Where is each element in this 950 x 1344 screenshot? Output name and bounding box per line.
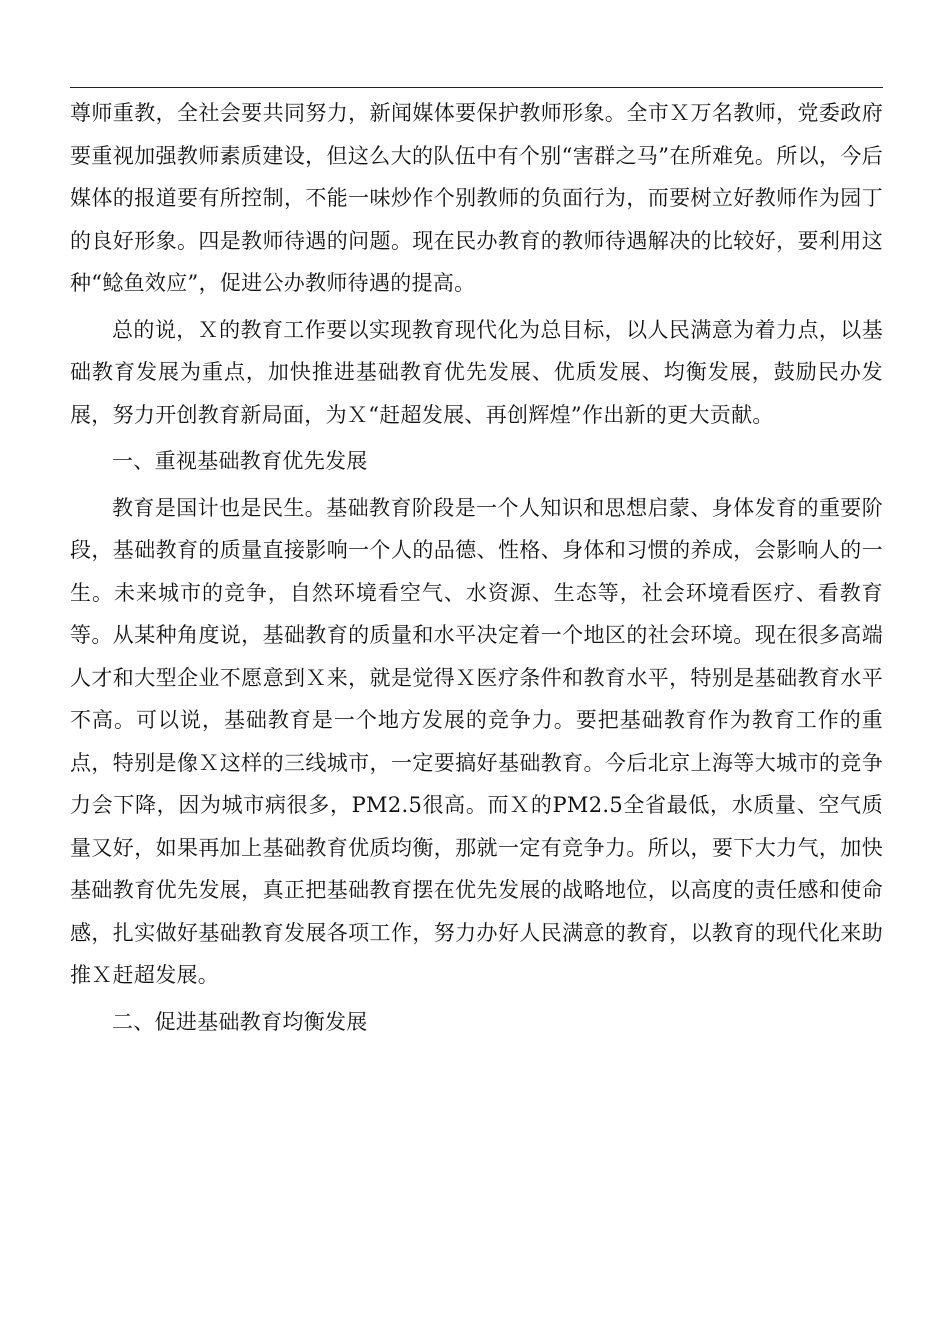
- section-heading: 二、促进基础教育均衡发展: [112, 1009, 368, 1034]
- document-body: [70, 92, 883, 1047]
- body-paragraph: 尊师重教，全社会要共同努力，新闻媒体要保护教师形象。全市Ｘ万名教师，党委政府要重视加强教师素质建设，但这么大的队伍中有个别“害群之马”在所难免。所以，今后媒体的报道要有所控制，不能一味炒作个别教师的负面行为，而要树立好教师作为园丁的良好形象。四是教师待遇的问题。现在民办教育的教师待遇解决的比较好，要利用这种“鲶鱼效应”，促进公办教师待遇的提高。: [70, 101, 883, 295]
- body-paragraph: 总的说，Ｘ的教育工作要以实现教育现代化为总目标，以人民满意为着力点，以基础教育发展为重点，加快推进基础教育优先发展、优质发展、均衡发展，鼓励民办发展，努力开创教育新局面，为Ｘ“赶超发展、再创辉煌”作出新的更大贡献。: [70, 317, 883, 427]
- body-paragraph: 教育是国计也是民生。基础教育阶段是一个人知识和思想启蒙、身体发育的重要阶段，基础教育的质量直接影响一个人的品德、性格、身体和习惯的养成，会影响人的一生。未来城市的竞争，自然环境看空气、水资源、生态等，社会环境看医疗、看教育等。从某种角度说，基础教育的质量和水平决定着一个地区的社会环境。现在很多高端人才和大型企业不愿意到Ｘ来，就是觉得Ｘ医疗条件和教育水平，特别是基础教育水平不高。可以说，基础教育是一个地方发展的竞争力。要把基础教育作为教育工作的重点，特别是像Ｘ这样的三线城市，一定要搞好基础教育。今后北京上海等大城市的竞争力会下降，因为城市病很多，PM2.5很高。而Ｘ的PM2.5全省最低，水质量、空气质量又好，如果再加上基础教育优质均衡，那就一定有竞争力。所以，要下大力气，加快基础教育优先发展，真正把基础教育摆在优先发展的战略地位，以高度的责任感和使命感，扎实做好基础教育发展各项工作，努力办好人民满意的教育，以教育的现代化来助推Ｘ赶超发展。: [70, 495, 883, 987]
- section-heading: 一、重视基础教育优先发展: [112, 449, 368, 473]
- header-rule: [70, 87, 883, 88]
